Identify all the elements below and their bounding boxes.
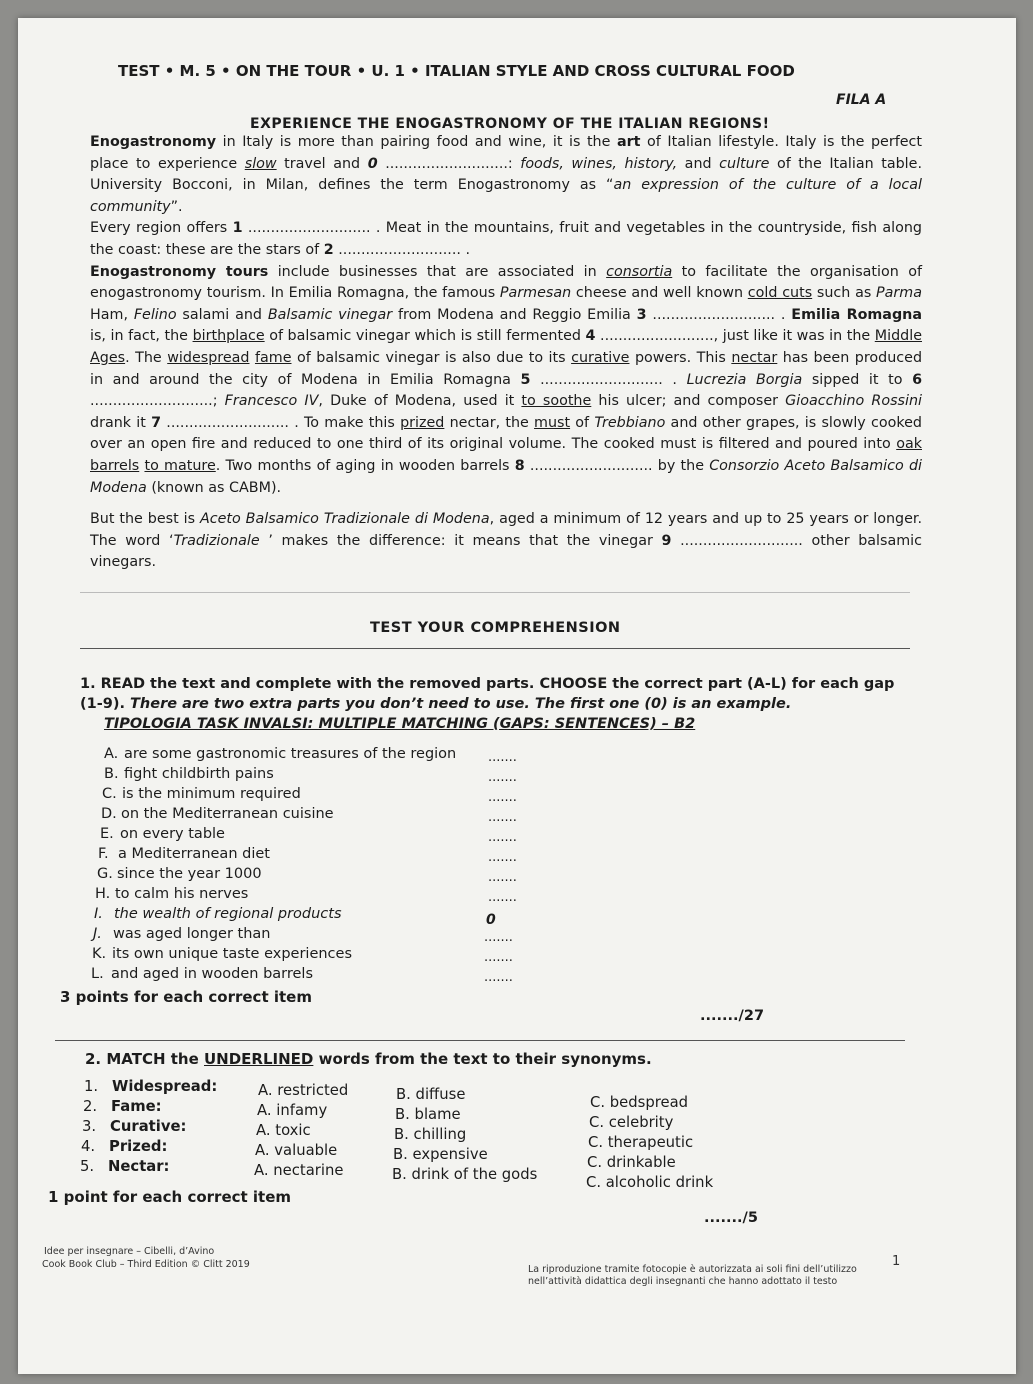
option-letter: D. xyxy=(101,806,117,822)
exercise-1-instruction: 1. READ the text and complete with the removed parts. CHOOSE the correct part (A-L) for each gap (1-9). There are two extra parts you don’t need to use. The first one (0) is an example. TIPOLOGIA TASK INVALSI: MULTIPLE MATCHING (GAPS: SENTENCES) – B2 xyxy=(80,676,895,732)
match-5-a[interactable]: A. nectarine xyxy=(254,1162,344,1179)
match-5-word: Nectar: xyxy=(108,1158,170,1175)
page-number: 1 xyxy=(892,1254,901,1269)
header-test-line: TEST • M. 5 • ON THE TOUR • U. 1 • ITALIAN STYLE AND CROSS CULTURAL FOOD xyxy=(118,62,795,80)
option-letter: B. xyxy=(104,766,119,782)
exercise-2-points: 1 point for each correct item xyxy=(48,1188,292,1206)
answer-blank[interactable]: ....... xyxy=(488,870,517,885)
option-b xyxy=(104,766,274,782)
option-text: on every table xyxy=(120,826,225,842)
divider xyxy=(80,592,910,593)
option-text: its own unique taste experiences xyxy=(112,946,353,962)
answer-blank[interactable]: ....... xyxy=(484,970,513,985)
option-letter: H. xyxy=(95,886,111,902)
option-text: since the year 1000 xyxy=(117,866,262,882)
footer-notice-2: nell’attività didattica degli insegnanti che hanno adottato il testo xyxy=(528,1276,838,1287)
answer-blank[interactable]: ....... xyxy=(484,950,513,965)
footer-credit-1: Idee per insegnare – Cibelli, d’Avino xyxy=(44,1246,215,1257)
paragraph-4: But the best is Aceto Balsamico Tradizionale di Modena, aged a minimum of 12 years and up to 25 years or longer. The word ‘Tradizionale ’ makes the difference: it means that the vinegar 9 ........................... other balsamic vinegars. xyxy=(90,511,922,571)
option-letter: G. xyxy=(97,866,113,882)
option-letter: C. xyxy=(102,786,117,802)
match-5-b[interactable]: B. drink of the gods xyxy=(392,1166,538,1183)
option-a xyxy=(104,746,456,762)
match-3-c[interactable]: C. therapeutic xyxy=(588,1134,694,1151)
option-h xyxy=(95,886,248,902)
option-text: is the minimum required xyxy=(122,786,301,802)
divider xyxy=(80,648,910,649)
option-letter: A. xyxy=(104,746,119,762)
match-1-word: Widespread: xyxy=(112,1078,218,1095)
match-3-num: 3. xyxy=(82,1118,97,1135)
paragraph-3: Enogastronomy tours include businesses that are associated in consortia to facilitate the organisation of enogastronomy tourism. In Emilia Romagna, the famous Parmesan cheese and well known cold cuts such as Parma Ham, Felino salami and Balsamic vinegar from Modena and Reggio Emilia 3 ........................... . Emilia Romagna is, in fact, the birthplace of balsamic vinegar which is still fermented 4 ........................., just like it was in the Middle Ages. The widespread fame of balsamic vinegar is also due to its curative powers. This nectar has been produced in and around the city of Modena in Emilia Romagna 5 ........................... . Lucrezia Borgia sipped it to 6 ...........................; Francesco IV, Duke of Modena, used it to soothe his ulcer; and composer Gioacchino Rossini drank it 7 ........................... . To make this prized nectar, the must of Trebbiano and other grapes, is slowly cooked over an open fire and reduced to one third of its original volume. The cooked must is filtered and poured into oak barrels to mature. Two months of aging in wooden barrels 8 ........................... by the Consorzio Aceto Balsamico di Modena (known as CABM). xyxy=(90,263,923,496)
option-letter: K. xyxy=(92,946,107,962)
option-e xyxy=(100,826,225,842)
answer-blank[interactable]: ....... xyxy=(488,890,517,905)
paragraph-2: Every region offers 1 ........................... . Meat in the mountains, fruit and vegetables in the countryside, fish along the coast: these are the stars of 2 ........................... . xyxy=(90,220,923,258)
option-letter: J. xyxy=(93,926,102,942)
option-letter: L. xyxy=(91,966,104,982)
match-4-b[interactable]: B. expensive xyxy=(393,1146,488,1163)
match-4-word: Prized: xyxy=(109,1138,168,1155)
match-1-b[interactable]: B. diffuse xyxy=(396,1086,466,1103)
answer-blank[interactable]: ....... xyxy=(488,790,517,805)
option-text: a Mediterranean diet xyxy=(118,846,270,862)
option-text: on the Mediterranean cuisine xyxy=(121,806,334,822)
match-1-num: 1. xyxy=(84,1078,99,1095)
match-1-c[interactable]: C. bedspread xyxy=(590,1094,689,1111)
footer-credit-2: Cook Book Club – Third Edition © Clitt 2019 xyxy=(42,1259,250,1270)
reading-text xyxy=(90,130,922,574)
match-1-a[interactable]: A. restricted xyxy=(258,1082,349,1099)
exercise-2-score[interactable]: ......./5 xyxy=(704,1210,758,1226)
match-3-a[interactable]: A. toxic xyxy=(256,1122,311,1139)
option-text: and aged in wooden barrels xyxy=(111,966,314,982)
answer-blank[interactable]: ....... xyxy=(484,930,513,945)
match-5-num: 5. xyxy=(80,1158,95,1175)
option-text: was aged longer than xyxy=(113,926,271,942)
option-j xyxy=(93,926,270,942)
match-4-a[interactable]: A. valuable xyxy=(255,1142,338,1159)
option-text: to calm his nerves xyxy=(115,886,249,902)
paragraph-1: Enogastronomy in Italy is more than pairing food and wine, it is the art of Italian lifestyle. Italy is the perfect place to experience slow travel and 0 ...........................: foods, wines, history, and culture of the Italian table. University Bocconi, in Milan, defines the term Enogastronomy as “an expression of the culture of a local community”. xyxy=(90,134,922,215)
option-text: fight childbirth pains xyxy=(124,766,274,782)
match-2-a[interactable]: A. infamy xyxy=(257,1102,328,1119)
option-letter: F. xyxy=(98,846,109,862)
option-letter: I. xyxy=(94,906,103,922)
exercise-1-score[interactable]: ......./27 xyxy=(700,1008,765,1024)
answer-blank[interactable]: ....... xyxy=(488,850,517,865)
option-k xyxy=(92,946,352,962)
answer-blank[interactable]: 0 xyxy=(486,912,496,928)
option-letter: E. xyxy=(100,826,114,842)
match-3-word: Curative: xyxy=(110,1118,187,1135)
match-2-c[interactable]: C. celebrity xyxy=(589,1114,674,1131)
match-2-b[interactable]: B. blame xyxy=(395,1106,461,1123)
answer-blank[interactable]: ....... xyxy=(488,810,517,825)
option-c xyxy=(102,786,301,802)
option-d xyxy=(101,806,334,822)
option-text: are some gastronomic treasures of the region xyxy=(124,746,457,762)
option-text: the wealth of regional products xyxy=(114,906,342,922)
reading-title: EXPERIENCE THE ENOGASTRONOMY OF THE ITALIAN REGIONS! xyxy=(250,116,770,132)
answer-blank[interactable]: ....... xyxy=(488,750,517,765)
option-f xyxy=(98,846,270,862)
match-2-num: 2. xyxy=(83,1098,98,1115)
exercise-1-points: 3 points for each correct item xyxy=(60,988,312,1006)
answer-blank[interactable]: ....... xyxy=(488,770,517,785)
match-5-c[interactable]: C. alcoholic drink xyxy=(586,1174,714,1191)
section-title: TEST YOUR COMPREHENSION xyxy=(370,620,621,636)
option-i xyxy=(94,906,342,922)
footer-notice-1: La riproduzione tramite fotocopie è autorizzata ai soli fini dell’utilizzo xyxy=(528,1264,857,1275)
match-3-b[interactable]: B. chilling xyxy=(394,1126,467,1143)
header-fila: FILA A xyxy=(836,92,887,108)
option-l xyxy=(91,966,313,982)
option-g xyxy=(97,866,262,882)
match-4-c[interactable]: C. drinkable xyxy=(587,1154,676,1171)
match-4-num: 4. xyxy=(81,1138,96,1155)
exercise-2-instruction: 2. MATCH the UNDERLINED words from the text to their synonyms. xyxy=(85,1050,652,1068)
divider xyxy=(55,1040,905,1041)
match-2-word: Fame: xyxy=(111,1098,162,1115)
answer-blank[interactable]: ....... xyxy=(488,830,517,845)
